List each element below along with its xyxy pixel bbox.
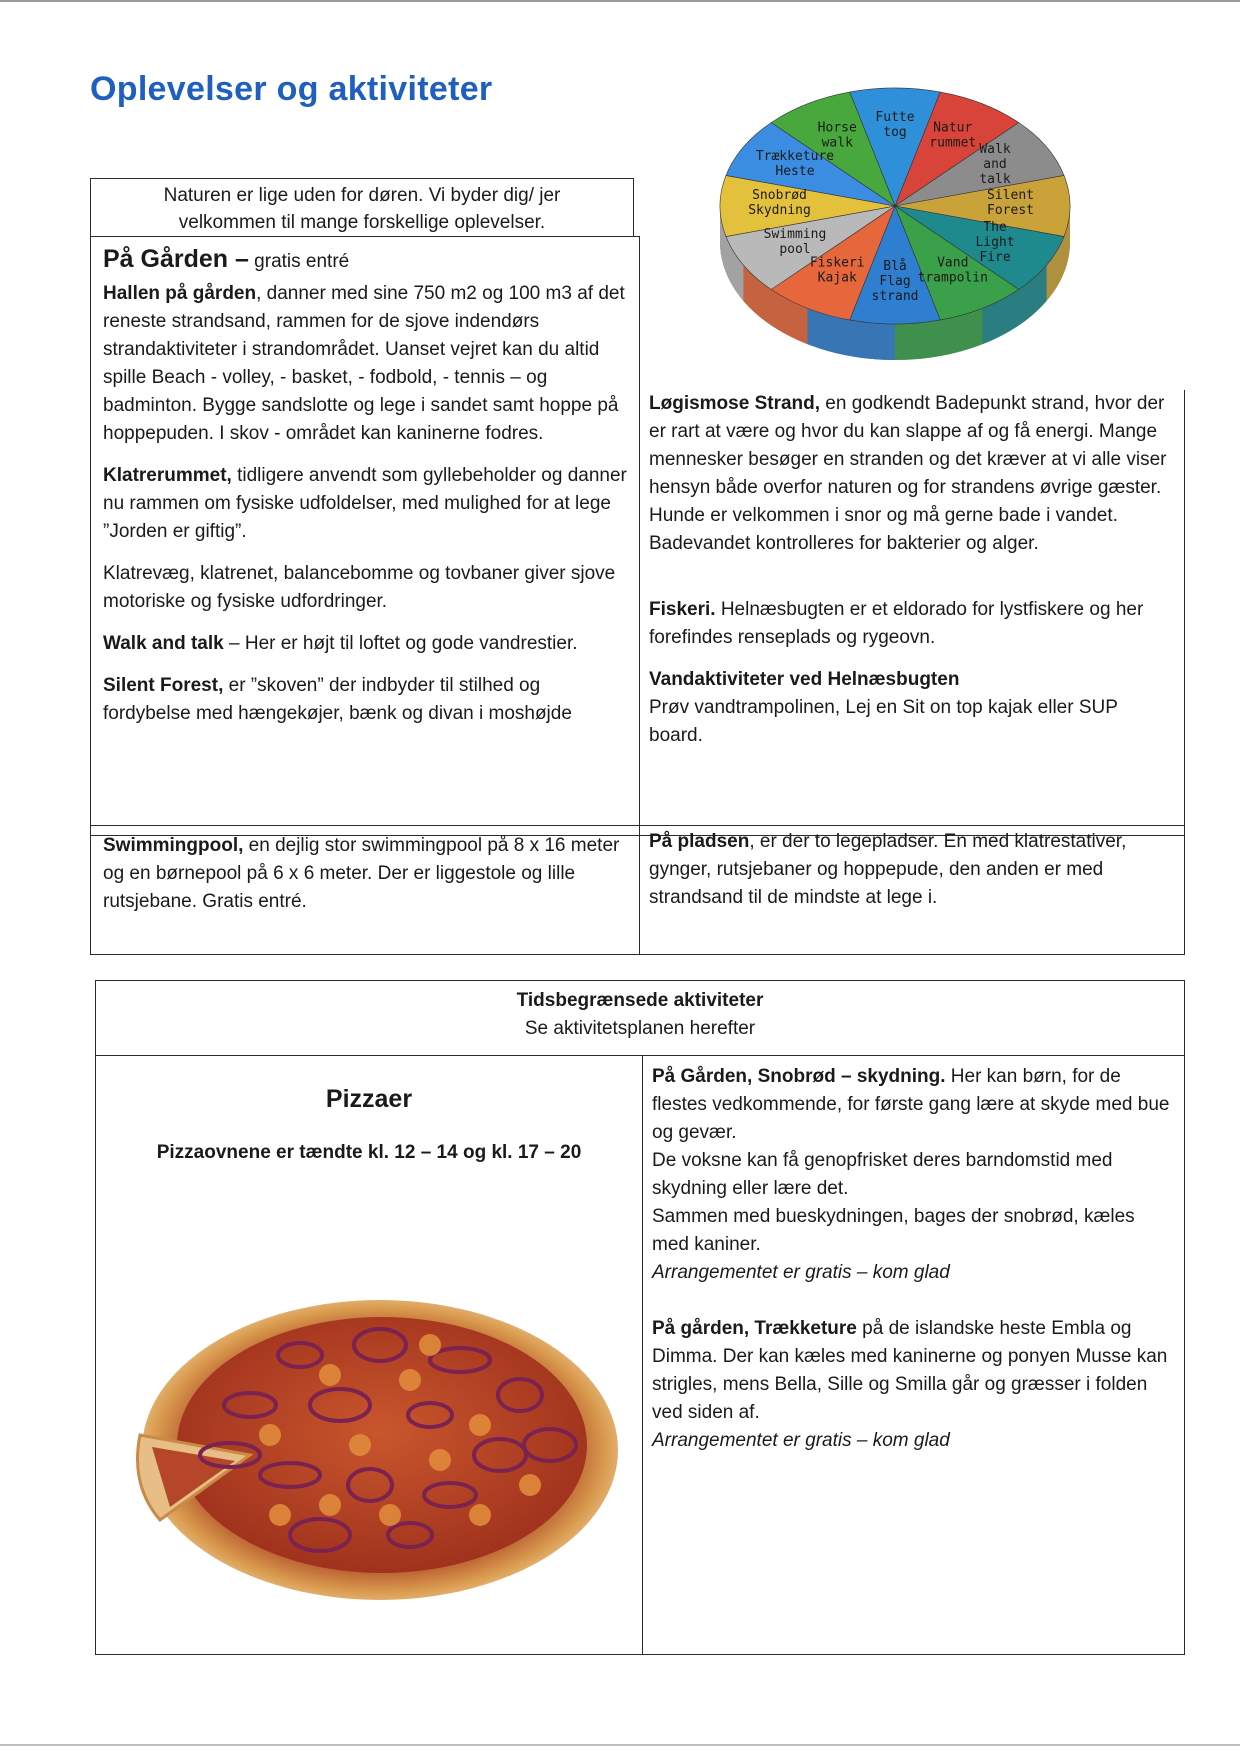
wheel-label: Swimming pool [763, 226, 827, 257]
topping-chunk [399, 1369, 421, 1391]
wheel-label: The Light Fire [975, 219, 1015, 265]
wheel-label: Silent Forest [987, 188, 1034, 218]
vand-heading: Vandaktiviteter ved Helnæsbugten [649, 669, 960, 690]
limited-subheading: Se aktivitetsplanen herefter [524, 1018, 756, 1039]
wheel-label: Trækketure Heste [755, 149, 835, 180]
activity-wheel-icon [710, 78, 1080, 378]
klatre-text: tidligere anvendt som gyllebeholder og danner nu rammen om fysiske udfoldelser, med mulighed for at lege ”Jorden er giftig”. [103, 465, 627, 542]
wheel-label: Horse walk [817, 120, 857, 151]
snobrod-note: Arrangementet er gratis – kom glad [652, 1262, 950, 1283]
klatre-label: Klatrerummet, [103, 465, 232, 486]
walk-label: Walk and talk [103, 633, 224, 654]
topping-chunk [429, 1449, 451, 1471]
fiskeri-label: Fiskeri. [649, 599, 716, 620]
pladsen-section [639, 825, 1185, 955]
pizza-photo [130, 1285, 620, 1615]
pool-label: Swimmingpool, [103, 835, 244, 856]
silent-text: er ”skoven” der indbyder til stilhed og fordybelse med hængekøjer, bænk og divan i moshøjde [103, 675, 572, 724]
page-title: Oplevelser og aktiviteter [90, 70, 493, 108]
wheel-label: Walk and talk [979, 142, 1011, 188]
snobrod-label: På Gården, Snobrød – skydning. [652, 1066, 946, 1087]
gaarden-activities-section [642, 1055, 1185, 1655]
traek-label: På gården, Trækketure [652, 1318, 857, 1339]
intro-line-2: velkommen til mange forskellige oplevelser. [178, 212, 546, 233]
topping-chunk [379, 1504, 401, 1526]
traek-note: Arrangementet er gratis – kom glad [652, 1430, 950, 1451]
topping-chunk [349, 1434, 371, 1456]
pizza-hours: Pizzaovnene er tændte kl. 12 – 14 og kl. 17 – 20 [156, 1142, 582, 1163]
snobrod-text-3: Sammen med bueskydningen, bages der snobrød, kæles med kaniner. [652, 1206, 1135, 1255]
wheel-label: Futte tog [875, 110, 915, 141]
snobrod-text: Her kan børn, for de flestes vedkommende, for første gang lære at skyde med bue og gevær. [652, 1066, 1170, 1143]
wheel-label: Natur rummet [929, 120, 977, 151]
wheel-label: Snobrød Skydning [748, 188, 811, 218]
silent-label: Silent Forest, [103, 675, 224, 696]
snobrod-text-2: De voksne kan få genopfrisket deres barndomstid med skydning eller lære det. [652, 1150, 1113, 1199]
strand-label: Løgismose Strand, [649, 393, 821, 414]
pladsen-text: , er der to legepladser. En med klatrestativer, gynger, rutsjebaner og hoppepude, den anden er med strandsand til de mindste at lege i. [649, 831, 1127, 908]
pladsen-label: På pladsen [649, 831, 750, 852]
intro-box [90, 178, 634, 237]
walk-text: – Her er højt til loftet og gode vandrestier. [223, 633, 578, 654]
topping-chunk [419, 1334, 441, 1356]
limited-header-box [95, 980, 1185, 1056]
gaarden-heading: På Gården – [103, 245, 249, 273]
traek-text: på de islandske heste Embla og Dimma. Der kan kæles med kaninerne og ponyen Musse kan strigles, mens Bella, Sille og Smilla går og græsser i folden ved siden af. [652, 1318, 1168, 1423]
pool-section [90, 825, 640, 955]
pizza-icon [130, 1285, 620, 1615]
strand-text: en godkendt Badepunkt strand, hvor der er rart at være og hvor du kan slappe af og få energi. Mange mennesker besøger en stranden og det kræver at vi alle viser hensyn både overfor naturen og for strandens øvrige gæster. Hunde er velkommen i snor og må gerne bade i vandet. [649, 393, 1167, 526]
top-rule [0, 0, 1240, 2]
strand-section [639, 390, 1185, 836]
topping-chunk [469, 1414, 491, 1436]
topping-chunk [259, 1424, 281, 1446]
activity-wheel-image [710, 78, 1080, 378]
wheel-label: Blå Flag strand [871, 258, 919, 304]
vand-text: Prøv vandtrampolinen, Lej en Sit on top kajak eller SUP board. [649, 697, 1118, 746]
pool-text: en dejlig stor swimmingpool på 8 x 16 meter og en børnepool på 6 x 6 meter. Der er liggestole og lille rutsjebane. Gratis entré. [103, 835, 620, 912]
gaarden-heading-rest: gratis entré [248, 251, 350, 272]
topping-chunk [319, 1364, 341, 1386]
intro-line-1: Naturen er lige uden for døren. Vi byder dig/ jer [163, 185, 561, 206]
wheel-label: Vand trampolin [917, 255, 988, 286]
pizza-title: Pizzaer [325, 1085, 413, 1113]
gaarden-section [90, 236, 640, 836]
topping-chunk [319, 1494, 341, 1516]
topping-chunk [269, 1504, 291, 1526]
wheel-label: Fiskeri Kajak [809, 255, 865, 286]
limited-heading: Tidsbegrænsede aktiviteter [516, 990, 764, 1011]
topping-chunk [469, 1504, 491, 1526]
fiskeri-text: Helnæsbugten er et eldorado for lystfiskere og her forefindes renseplads og rygeovn. [649, 599, 1144, 648]
topping-chunk [519, 1474, 541, 1496]
klatre-text-2: Klatrevæg, klatrenet, balancebomme og tovbaner giver sjove motoriske og fysiske udfordringer. [103, 563, 616, 612]
hallen-text: , danner med sine 750 m2 og 100 m3 af det reneste strandsand, rammen for de sjove indendørs strandaktiviteter i strandområdet. Uanset vejret kan du altid spille Beach - volley, - basket, - fodbold, - tennis – og badminton. Bygge sandslotte og lege i sandet samt hoppe på hoppepuden. I skov - området kan kaninerne fodres. [103, 283, 625, 444]
bottom-rule [0, 1744, 1240, 1746]
hallen-label: Hallen på gården [103, 283, 257, 304]
strand-text-2: Badevandet kontrolleres for bakterier og alger. [649, 533, 1039, 554]
